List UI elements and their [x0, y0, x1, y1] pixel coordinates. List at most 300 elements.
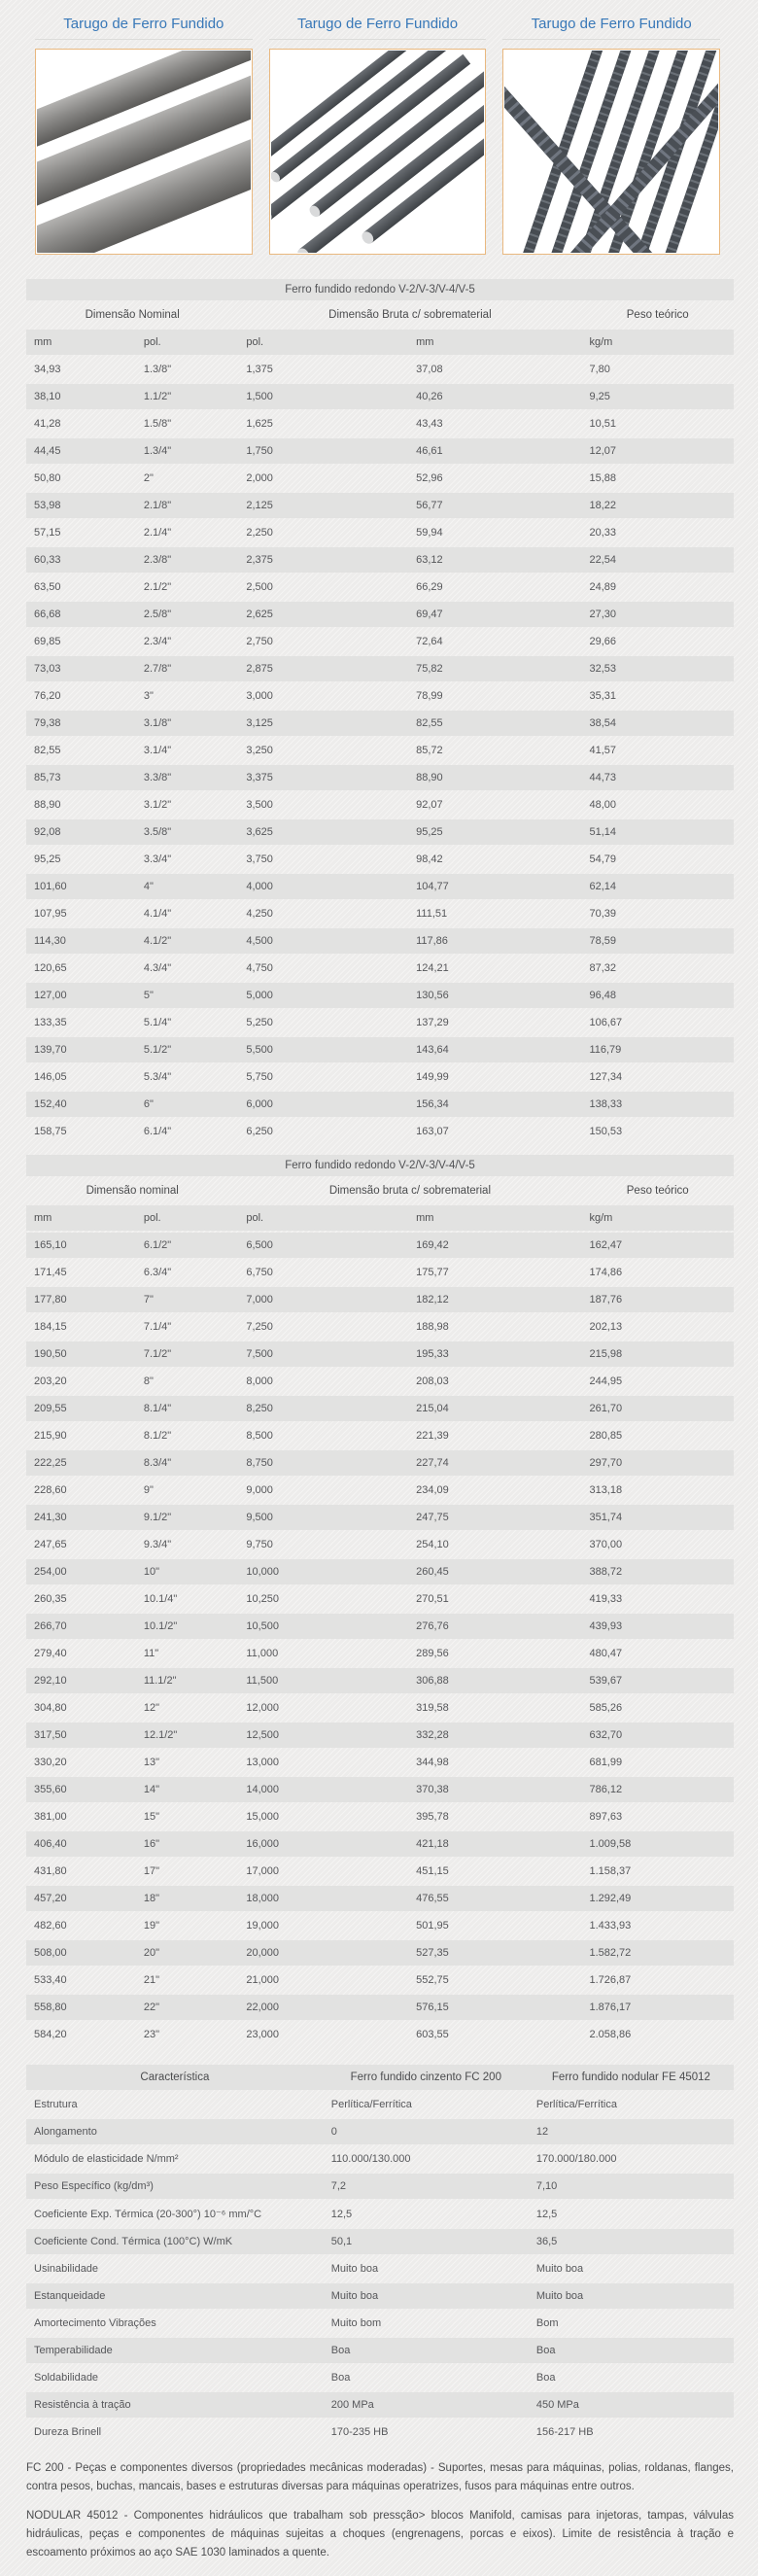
- table-cell: 190,50: [26, 1341, 136, 1367]
- table-cell: Peso Específico (kg/dm³): [26, 2174, 324, 2199]
- table-cell: 38,10: [26, 384, 136, 409]
- table-cell: 88,90: [408, 765, 581, 790]
- table-cell: 10": [136, 1559, 239, 1584]
- table-cell: 2.3/8": [136, 547, 239, 573]
- table-cell: 104,77: [408, 874, 581, 899]
- table-cell: 59,94: [416, 527, 443, 539]
- table-cell: 162,47: [581, 1233, 734, 1258]
- table-cell: 3.3/8": [136, 765, 239, 790]
- table-cell: 5,500: [238, 1037, 408, 1062]
- table-cell: 1.3/8": [143, 364, 172, 375]
- table-cell: 7": [136, 1287, 239, 1312]
- table-cell: 576,15: [408, 1995, 581, 2020]
- product-image-2[interactable]: [269, 49, 487, 255]
- table-cell: 5": [136, 983, 239, 1008]
- table-cell: 8,750: [238, 1450, 408, 1476]
- table-cell: 632,70: [581, 1723, 734, 1748]
- table-cell: 209,55: [26, 1396, 136, 1421]
- table-cell: 4.3/4": [143, 962, 172, 974]
- table-cell: 152,40: [26, 1092, 136, 1117]
- table-row: [26, 683, 734, 709]
- table-cell: 4,250: [246, 908, 273, 920]
- table-row: [26, 2338, 734, 2363]
- table-cell: Amortecimento Vibrações: [34, 2317, 156, 2329]
- table-cell: 270,51: [416, 1593, 449, 1605]
- table-cell: 395,78: [416, 1811, 449, 1823]
- table-cell: 6.3/4": [143, 1267, 172, 1278]
- table-cell: 170-235 HB: [330, 2426, 389, 2438]
- product-card-1: [35, 10, 253, 255]
- unit-header: kg/m: [581, 330, 734, 355]
- table-cell: 34,93: [34, 364, 61, 375]
- table-cell: 12,5: [330, 2208, 353, 2220]
- table-cell: 9,500: [238, 1505, 408, 1530]
- table-cell: 11,500: [238, 1668, 408, 1693]
- table-cell: 6,250: [246, 1126, 273, 1137]
- characteristics-table: [26, 2063, 734, 2447]
- table-cell: 480,47: [589, 1648, 623, 1659]
- table-cell: 127,34: [589, 1071, 623, 1083]
- unit-header: pol.: [136, 1205, 239, 1231]
- table-row: [26, 1940, 734, 1966]
- table-cell: 11": [143, 1648, 159, 1659]
- table-cell: 4.1/4": [143, 908, 172, 920]
- table-cell: 40,26: [408, 384, 581, 409]
- column-header: Ferro fundido nodular FE 45012: [529, 2065, 734, 2090]
- table-cell: 6.1/2": [136, 1233, 239, 1258]
- group-header: Dimensão nominal: [86, 1185, 179, 1197]
- table-cell: Módulo de elasticidade N/mm²: [34, 2153, 179, 2165]
- unit-header: pol.: [238, 330, 408, 355]
- table-row: [26, 520, 734, 545]
- table-cell: 111,51: [416, 908, 448, 920]
- table-cell: 149,99: [416, 1071, 449, 1083]
- table-cell: 5.1/4": [143, 1017, 172, 1028]
- table-cell: 221,39: [416, 1430, 449, 1442]
- table-cell: 3,750: [246, 853, 273, 865]
- table-cell: 51,14: [581, 819, 734, 845]
- table-cell: 451,15: [416, 1865, 449, 1877]
- table-cell: 200 MPa: [324, 2392, 529, 2418]
- table-cell: 114,30: [26, 928, 136, 954]
- product-cards: [0, 0, 758, 255]
- table-cell: 87,32: [589, 962, 616, 974]
- table-cell: Muito boa: [529, 2283, 734, 2309]
- table-row: [26, 2283, 734, 2309]
- table-title: Ferro fundido redondo V-2/V-3/V-4/V-5: [26, 1155, 734, 1176]
- table-cell: 203,20: [34, 1375, 67, 1387]
- table-cell: 18,000: [238, 1886, 408, 1911]
- table-cell: 10,000: [238, 1559, 408, 1584]
- table-cell: 254,00: [26, 1559, 136, 1584]
- table-row: [26, 874, 734, 899]
- table-row: [26, 1668, 734, 1693]
- table-cell: 215,04: [408, 1396, 581, 1421]
- table-cell: 4,500: [238, 928, 408, 954]
- table-cell: 3,375: [238, 765, 408, 790]
- table-group-header-row: [26, 302, 734, 328]
- table-cell: 23,000: [246, 2029, 280, 2040]
- product-title-link-1[interactable]: Tarugo de Ferro Fundido: [63, 16, 224, 32]
- table-cell: 117,86: [408, 928, 581, 954]
- table-cell: 4,750: [246, 962, 273, 974]
- table-cell: 12,07: [581, 438, 734, 464]
- table-cell: 7,80: [589, 364, 610, 375]
- table-cell: 146,05: [34, 1071, 67, 1083]
- table-cell: 50,80: [34, 472, 61, 484]
- table-row: [26, 1913, 734, 1938]
- product-card-2: [269, 10, 487, 255]
- table-cell: 1.5/8": [143, 418, 172, 430]
- table-row: [26, 1119, 734, 1144]
- table-row: [26, 1314, 734, 1340]
- table-cell: 18,22: [581, 493, 734, 518]
- table-cell: 1.726,87: [589, 1974, 632, 1986]
- cast-iron-thin-rods-image: [271, 51, 485, 253]
- table-cell: 406,40: [26, 1831, 136, 1857]
- table-row: [26, 493, 734, 518]
- table-cell: 1.292,49: [581, 1886, 734, 1911]
- table-cell: 3.5/8": [136, 819, 239, 845]
- table-row: [26, 466, 734, 491]
- table-cell: 78,59: [581, 928, 734, 954]
- table-cell: 75,82: [408, 656, 581, 681]
- table-row: [26, 983, 734, 1008]
- table-cell: 29,66: [589, 636, 616, 647]
- table-cell: 63,50: [34, 581, 61, 593]
- table-cell: 8.1/4": [136, 1396, 239, 1421]
- table-cell: 9,750: [246, 1539, 273, 1550]
- table-cell: 7,500: [238, 1341, 408, 1367]
- product-title-link-2[interactable]: Tarugo de Ferro Fundido: [296, 16, 459, 32]
- table-cell: 501,95: [416, 1920, 449, 1932]
- table-cell: 244,95: [589, 1375, 623, 1387]
- table-cell: 37,08: [416, 364, 443, 375]
- table-cell: 4": [136, 874, 239, 899]
- table-cell: 241,30: [26, 1505, 136, 1530]
- table-cell: 127,00: [26, 983, 136, 1008]
- table-row: [26, 1886, 734, 1911]
- table-cell: 208,03: [416, 1375, 449, 1387]
- table-cell: 12,5: [535, 2208, 558, 2220]
- table-cell: 261,70: [581, 1396, 734, 1421]
- table-cell: 188,98: [416, 1321, 449, 1333]
- table-cell: 330,20: [34, 1757, 67, 1768]
- dim-table-2: [26, 1153, 734, 2049]
- group-header: Dimensão Bruta c/ sobrematerial: [328, 309, 492, 321]
- table-cell: Perlítica/Ferrítica: [330, 2099, 412, 2110]
- table-cell: Muito boa: [535, 2263, 584, 2275]
- table-title-row: [26, 279, 734, 300]
- group-header: Peso teórico: [626, 309, 689, 321]
- table-cell: 9.3/4": [143, 1539, 172, 1550]
- table-cell: Muito bom: [330, 2317, 382, 2329]
- table-cell: 17": [143, 1865, 159, 1877]
- table-cell: 7.1/4": [143, 1321, 172, 1333]
- table-row: [26, 2311, 734, 2336]
- table-cell: 1.009,58: [581, 1831, 734, 1857]
- table-cell: 41,28: [34, 418, 61, 430]
- table-cell: 222,25: [26, 1450, 136, 1476]
- table-cell: 584,20: [34, 2029, 67, 2040]
- table-cell: 388,72: [581, 1559, 734, 1584]
- table-cell: Boa: [324, 2338, 529, 2363]
- table-cell: 8,500: [246, 1430, 273, 1442]
- table-cell: 2.1/4": [143, 527, 172, 539]
- table-cell: 43,43: [416, 418, 443, 430]
- table-row: [26, 1967, 734, 1993]
- table-cell: 476,55: [408, 1886, 581, 1911]
- table-row: [26, 2092, 734, 2117]
- table-cell: 6": [136, 1092, 239, 1117]
- table-title: Ferro fundido redondo V-2/V-3/V-4/V-5: [26, 279, 734, 300]
- table-cell: 2,250: [246, 527, 273, 539]
- table-row: [26, 2174, 734, 2199]
- table-cell: 130,56: [408, 983, 581, 1008]
- char-table-header-row: [26, 2065, 734, 2090]
- table-row: [26, 1586, 734, 1612]
- table-unit-header-row: [26, 330, 734, 355]
- table-cell: 92,08: [26, 819, 136, 845]
- table-cell: 10.1/2": [136, 1614, 239, 1639]
- table-cell: 355,60: [26, 1777, 136, 1802]
- table-cell: Perlítica/Ferrítica: [535, 2099, 617, 2110]
- table-cell: 13,000: [246, 1757, 280, 1768]
- table-cell: 175,77: [416, 1267, 449, 1278]
- table-cell: 7,000: [238, 1287, 408, 1312]
- table-cell: 3,250: [246, 745, 273, 756]
- table-cell: 2,500: [246, 581, 273, 593]
- table-cell: 76,20: [34, 690, 61, 702]
- table-cell: Estrutura: [34, 2099, 78, 2110]
- table-cell: 8": [143, 1375, 154, 1387]
- table-cell: 1.433,93: [589, 1920, 632, 1932]
- table-cell: 85,73: [26, 765, 136, 790]
- product-image-3[interactable]: [502, 49, 720, 255]
- table-cell: 370,38: [408, 1777, 581, 1802]
- table-cell: 260,35: [34, 1593, 67, 1605]
- table-cell: 234,09: [416, 1484, 449, 1496]
- table-cell: 585,26: [589, 1702, 623, 1714]
- table-row: [26, 901, 734, 926]
- table-row: [26, 2229, 734, 2254]
- table-cell: 20,000: [238, 1940, 408, 1966]
- table-cell: 14,000: [238, 1777, 408, 1802]
- table-cell: 419,33: [589, 1593, 623, 1605]
- table-cell: 1.582,72: [581, 1940, 734, 1966]
- table-cell: 20": [136, 1940, 239, 1966]
- product-title-link-3[interactable]: Tarugo de Ferro Fundido: [531, 16, 692, 32]
- table-cell: 8.3/4": [136, 1450, 239, 1476]
- unit-header: pol.: [136, 330, 239, 355]
- table-row: [26, 547, 734, 573]
- table-row: [26, 1064, 734, 1090]
- table-cell: 227,74: [408, 1450, 581, 1476]
- table-cell: 69,47: [408, 602, 581, 627]
- table-cell: 786,12: [581, 1777, 734, 1802]
- table-row: [26, 629, 734, 654]
- column-header: Característica: [26, 2065, 324, 2090]
- table-row: [26, 1831, 734, 1857]
- table-row: [26, 2201, 734, 2227]
- table-unit-header-row: [26, 1205, 734, 1231]
- table-cell: 457,20: [26, 1886, 136, 1911]
- table-row: [26, 1287, 734, 1312]
- table-cell: 450 MPa: [529, 2392, 734, 2418]
- column-header: Ferro fundido cinzento FC 200: [324, 2065, 529, 2090]
- table-row: [26, 1369, 734, 1394]
- table-cell: 533,40: [34, 1974, 67, 1986]
- table-row: [26, 1859, 734, 1884]
- table-cell: 5,750: [246, 1071, 273, 1083]
- table-cell: 3": [143, 690, 154, 702]
- table-cell: 21": [143, 1974, 159, 1986]
- table-cell: 54,79: [589, 853, 616, 865]
- table-cell: 3.1/8": [136, 711, 239, 736]
- title-divider: [502, 39, 720, 40]
- table-cell: 254,10: [416, 1539, 449, 1550]
- table-row: [26, 847, 734, 872]
- table-cell: 156,34: [408, 1092, 581, 1117]
- table-cell: Boa: [535, 2372, 556, 2384]
- table-cell: 1.876,17: [581, 1995, 734, 2020]
- table-cell: 2": [143, 472, 154, 484]
- table-row: [26, 411, 734, 436]
- table-cell: 332,28: [408, 1723, 581, 1748]
- table-cell: 12: [529, 2119, 734, 2144]
- table-cell: 215,90: [34, 1430, 67, 1442]
- table-cell: 3.1/2": [143, 799, 172, 811]
- product-image-1[interactable]: [35, 49, 253, 255]
- table-cell: 195,33: [408, 1341, 581, 1367]
- table-row: [26, 1695, 734, 1721]
- table-cell: 7,2: [324, 2174, 529, 2199]
- table-cell: 11,000: [246, 1648, 279, 1659]
- table-cell: 292,10: [26, 1668, 136, 1693]
- table-row: [26, 2146, 734, 2172]
- table-row: [26, 2419, 734, 2445]
- table-cell: 171,45: [34, 1267, 67, 1278]
- table-cell: Boa: [330, 2372, 351, 2384]
- group-header: Dimensão Nominal: [85, 309, 180, 321]
- table-cell: 317,50: [26, 1723, 136, 1748]
- cast-iron-rebar-bundle-image: [504, 51, 718, 253]
- table-cell: 85,72: [416, 745, 443, 756]
- table-row: [26, 1092, 734, 1117]
- table-row: [26, 1010, 734, 1035]
- table-cell: 2,750: [246, 636, 273, 647]
- table-row: [26, 738, 734, 763]
- table-cell: 62,14: [581, 874, 734, 899]
- table-cell: 1,375: [246, 364, 273, 375]
- table-cell: 124,21: [416, 962, 449, 974]
- table-cell: 139,70: [26, 1037, 136, 1062]
- table-cell: 6,750: [246, 1267, 273, 1278]
- table-cell: 165,10: [26, 1233, 136, 1258]
- table-cell: Usinabilidade: [34, 2263, 99, 2275]
- table-row: [26, 1423, 734, 1448]
- table-cell: 18": [136, 1886, 239, 1911]
- table-cell: 9": [143, 1484, 154, 1496]
- table-cell: 41,57: [589, 745, 616, 756]
- dimension-tables: [0, 255, 758, 2447]
- table-row: [26, 1450, 734, 1476]
- table-cell: 50,1: [324, 2229, 529, 2254]
- table-cell: 2,375: [238, 547, 408, 573]
- table-row: [26, 765, 734, 790]
- table-cell: Temperabilidade: [26, 2338, 324, 2363]
- table-cell: 431,80: [34, 1865, 67, 1877]
- table-cell: 14": [136, 1777, 239, 1802]
- table-cell: 3.1/4": [143, 745, 172, 756]
- table-cell: 1,500: [238, 384, 408, 409]
- table-row: [26, 928, 734, 954]
- table-cell: 12": [143, 1702, 159, 1714]
- table-cell: Soldabilidade: [34, 2372, 99, 2384]
- table-cell: 44,45: [26, 438, 136, 464]
- table-cell: 247,65: [34, 1539, 67, 1550]
- table-cell: 1,625: [246, 418, 273, 430]
- table-cell: Boa: [529, 2338, 734, 2363]
- table-row: [26, 1995, 734, 2020]
- table-cell: 1.158,37: [589, 1865, 632, 1877]
- table-cell: 5.1/2": [136, 1037, 239, 1062]
- group-header: Peso teórico: [626, 1185, 689, 1197]
- table-cell: 53,98: [26, 493, 136, 518]
- table-cell: 150,53: [589, 1126, 623, 1137]
- table-cell: 116,79: [581, 1037, 734, 1062]
- table-cell: 266,70: [26, 1614, 136, 1639]
- table-cell: Bom: [535, 2317, 559, 2329]
- table-cell: 22,54: [581, 547, 734, 573]
- table-row: [26, 1614, 734, 1639]
- table-cell: 22,000: [238, 1995, 408, 2020]
- footnote-fc200: FC 200 - Peças e componentes diversos (propriedades mecânicas moderadas) - Suportes, mesas para máquinas, polias, roldanas, flanges, contra pesos, buchas, mancais, bases e estruturas diversas para máquinas operatrizes, fusos para máquinas entre outros.: [26, 2462, 734, 2492]
- table-cell: 27,30: [581, 602, 734, 627]
- table-cell: 539,67: [581, 1668, 734, 1693]
- table-cell: 306,88: [408, 1668, 581, 1693]
- table-row: [26, 357, 734, 382]
- table-cell: 158,75: [34, 1126, 67, 1137]
- table-cell: 156-217 HB: [535, 2426, 594, 2438]
- table-cell: 163,07: [416, 1126, 449, 1137]
- table-cell: 421,18: [408, 1831, 581, 1857]
- table-cell: 558,80: [26, 1995, 136, 2020]
- table-cell: 44,73: [581, 765, 734, 790]
- table-cell: 98,42: [416, 853, 443, 865]
- table-cell: 1.1/2": [136, 384, 239, 409]
- table-cell: 10,500: [238, 1614, 408, 1639]
- table-cell: 2.058,86: [589, 2029, 632, 2040]
- table-cell: 1.3/4": [136, 438, 239, 464]
- table-row: [26, 656, 734, 681]
- table-cell: 3.3/4": [143, 853, 172, 865]
- table-row: [26, 2365, 734, 2390]
- table-cell: 73,03: [26, 656, 136, 681]
- table-cell: 13": [143, 1757, 159, 1768]
- char-table: [26, 2063, 734, 2447]
- table-cell: 82,55: [34, 745, 61, 756]
- table-cell: 7,250: [246, 1321, 273, 1333]
- table-row: [26, 1037, 734, 1062]
- table-cell: 304,80: [34, 1702, 67, 1714]
- table-cell: 5.3/4": [143, 1071, 172, 1083]
- table-row: [26, 1559, 734, 1584]
- unit-header: mm: [408, 1205, 581, 1231]
- table-cell: 7.1/2": [136, 1341, 239, 1367]
- table-row: [26, 1260, 734, 1285]
- table-cell: 46,61: [408, 438, 581, 464]
